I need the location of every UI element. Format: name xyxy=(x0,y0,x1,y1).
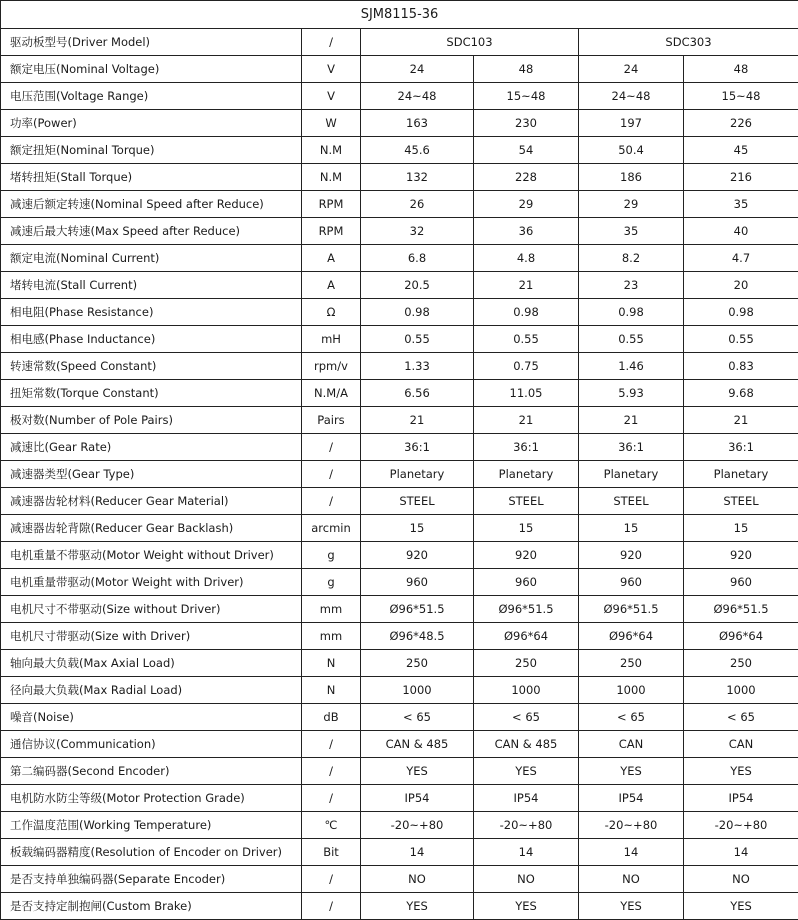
param-value: 0.55 xyxy=(361,326,474,353)
param-value: 14 xyxy=(684,839,798,866)
param-unit: N.M/A xyxy=(302,380,361,407)
param-value: YES xyxy=(579,893,684,920)
param-unit: V xyxy=(302,83,361,110)
param-value: 230 xyxy=(474,110,579,137)
param-value: 54 xyxy=(474,137,579,164)
param-value: 5.93 xyxy=(579,380,684,407)
param-unit: RPM xyxy=(302,191,361,218)
table-row xyxy=(1,839,798,866)
param-label: 噪音(Noise) xyxy=(1,704,302,731)
param-value: NO xyxy=(474,866,579,893)
param-value: 14 xyxy=(474,839,579,866)
param-value: 29 xyxy=(579,191,684,218)
param-label: 相电阻(Phase Resistance) xyxy=(1,299,302,326)
table-row xyxy=(1,542,798,569)
table-row xyxy=(1,245,798,272)
param-value: 4.8 xyxy=(474,245,579,272)
param-unit: A xyxy=(302,245,361,272)
table-row xyxy=(1,731,798,758)
param-value: 36:1 xyxy=(361,434,474,461)
param-value: 920 xyxy=(579,542,684,569)
param-value: 163 xyxy=(361,110,474,137)
param-value: Planetary xyxy=(579,461,684,488)
param-label: 相电感(Phase Inductance) xyxy=(1,326,302,353)
param-value: 1000 xyxy=(474,677,579,704)
param-value: 250 xyxy=(474,650,579,677)
table-row xyxy=(1,164,798,191)
param-value: 35 xyxy=(579,218,684,245)
param-value: 15 xyxy=(474,515,579,542)
param-value: NO xyxy=(579,866,684,893)
param-value: 15~48 xyxy=(474,83,579,110)
param-label: 是否支持单独编码器(Separate Encoder) xyxy=(1,866,302,893)
param-value: 35 xyxy=(684,191,798,218)
param-value: 32 xyxy=(361,218,474,245)
param-unit: mH xyxy=(302,326,361,353)
param-value: 0.55 xyxy=(474,326,579,353)
param-value: -20~+80 xyxy=(579,812,684,839)
param-value: 197 xyxy=(579,110,684,137)
param-value: 960 xyxy=(361,569,474,596)
table-row xyxy=(1,56,798,83)
param-label: 电机尺寸带驱动(Size with Driver) xyxy=(1,623,302,650)
param-value: 228 xyxy=(474,164,579,191)
param-value: < 65 xyxy=(361,704,474,731)
table-row xyxy=(1,785,798,812)
param-label: 额定扭矩(Nominal Torque) xyxy=(1,137,302,164)
param-value: 20 xyxy=(684,272,798,299)
param-value: 14 xyxy=(361,839,474,866)
param-value: 226 xyxy=(684,110,798,137)
param-value: 6.56 xyxy=(361,380,474,407)
param-value: CAN xyxy=(684,731,798,758)
param-value: 15 xyxy=(684,515,798,542)
param-label: 减速器类型(Gear Type) xyxy=(1,461,302,488)
table-row xyxy=(1,191,798,218)
table-row xyxy=(1,218,798,245)
table-row xyxy=(1,704,798,731)
param-value: 20.5 xyxy=(361,272,474,299)
param-value: 50.4 xyxy=(579,137,684,164)
param-value: 4.7 xyxy=(684,245,798,272)
param-value: Planetary xyxy=(684,461,798,488)
param-value: CAN & 485 xyxy=(474,731,579,758)
param-unit: ℃ xyxy=(302,812,361,839)
table-row xyxy=(1,83,798,110)
param-value: Ø96*51.5 xyxy=(579,596,684,623)
param-unit: / xyxy=(302,866,361,893)
param-value: 960 xyxy=(579,569,684,596)
table-row xyxy=(1,326,798,353)
param-label: 电机重量不带驱动(Motor Weight without Driver) xyxy=(1,542,302,569)
table-row xyxy=(1,353,798,380)
table-row xyxy=(1,677,798,704)
param-unit: g xyxy=(302,542,361,569)
param-value: -20~+80 xyxy=(361,812,474,839)
param-label: 堵转电流(Stall Current) xyxy=(1,272,302,299)
param-label: 减速器齿轮背隙(Reducer Gear Backlash) xyxy=(1,515,302,542)
param-value: < 65 xyxy=(579,704,684,731)
param-value: IP54 xyxy=(474,785,579,812)
param-label: 径向最大负载(Max Radial Load) xyxy=(1,677,302,704)
param-unit: / xyxy=(302,434,361,461)
param-value: < 65 xyxy=(474,704,579,731)
param-value: 132 xyxy=(361,164,474,191)
param-value: 24~48 xyxy=(361,83,474,110)
param-unit: N xyxy=(302,650,361,677)
param-value: Ø96*64 xyxy=(684,623,798,650)
param-value: NO xyxy=(361,866,474,893)
param-unit: / xyxy=(302,785,361,812)
param-value: 21 xyxy=(474,407,579,434)
model-sdc303: SDC303 xyxy=(579,29,798,56)
model-sdc103: SDC103 xyxy=(361,29,579,56)
param-value: 36:1 xyxy=(579,434,684,461)
param-value: Ø96*64 xyxy=(579,623,684,650)
param-value: 23 xyxy=(579,272,684,299)
param-value: 1000 xyxy=(361,677,474,704)
param-value: 6.8 xyxy=(361,245,474,272)
param-value: 1000 xyxy=(579,677,684,704)
param-value: 36:1 xyxy=(684,434,798,461)
param-value: 920 xyxy=(474,542,579,569)
param-label: 减速后额定转速(Nominal Speed after Reduce) xyxy=(1,191,302,218)
param-value: Ø96*51.5 xyxy=(684,596,798,623)
table-title: SJM8115-36 xyxy=(1,1,798,29)
param-value: 26 xyxy=(361,191,474,218)
param-value: 0.98 xyxy=(474,299,579,326)
param-value: 48 xyxy=(474,56,579,83)
param-value: 0.83 xyxy=(684,353,798,380)
table-row xyxy=(1,407,798,434)
param-label: 转速常数(Speed Constant) xyxy=(1,353,302,380)
table-row xyxy=(1,650,798,677)
table-row xyxy=(1,272,798,299)
param-value: Planetary xyxy=(361,461,474,488)
param-value: Ø96*48.5 xyxy=(361,623,474,650)
param-value: 21 xyxy=(474,272,579,299)
param-value: STEEL xyxy=(361,488,474,515)
param-value: CAN xyxy=(579,731,684,758)
param-value: 48 xyxy=(684,56,798,83)
param-label: 扭矩常数(Torque Constant) xyxy=(1,380,302,407)
param-value: 36 xyxy=(474,218,579,245)
param-value: 9.68 xyxy=(684,380,798,407)
param-label: 电机重量带驱动(Motor Weight with Driver) xyxy=(1,569,302,596)
table-row xyxy=(1,137,798,164)
param-label: 电机尺寸不带驱动(Size without Driver) xyxy=(1,596,302,623)
param-unit: dB xyxy=(302,704,361,731)
param-label: 轴向最大负载(Max Axial Load) xyxy=(1,650,302,677)
param-value: YES xyxy=(474,758,579,785)
spec-table-body xyxy=(1,1,798,920)
table-row xyxy=(1,812,798,839)
param-value: Ø96*51.5 xyxy=(361,596,474,623)
param-value: 24 xyxy=(361,56,474,83)
param-unit: RPM xyxy=(302,218,361,245)
param-value: 45 xyxy=(684,137,798,164)
param-value: YES xyxy=(684,893,798,920)
param-value: YES xyxy=(361,758,474,785)
param-label: 板载编码器精度(Resolution of Encoder on Driver) xyxy=(1,839,302,866)
param-value: 8.2 xyxy=(579,245,684,272)
param-label: 功率(Power) xyxy=(1,110,302,137)
param-value: YES xyxy=(579,758,684,785)
header-row xyxy=(1,29,798,56)
param-value: STEEL xyxy=(684,488,798,515)
param-unit: Bit xyxy=(302,839,361,866)
header-unit: / xyxy=(302,29,361,56)
param-label: 是否支持定制抱闸(Custom Brake) xyxy=(1,893,302,920)
param-value: 0.98 xyxy=(361,299,474,326)
param-label: 减速后最大转速(Max Speed after Reduce) xyxy=(1,218,302,245)
param-value: STEEL xyxy=(579,488,684,515)
param-value: Ø96*51.5 xyxy=(474,596,579,623)
param-value: 45.6 xyxy=(361,137,474,164)
table-row xyxy=(1,758,798,785)
param-value: 15 xyxy=(361,515,474,542)
param-unit: / xyxy=(302,488,361,515)
param-value: YES xyxy=(684,758,798,785)
header-label: 驱动板型号(Driver Model) xyxy=(1,29,302,56)
param-value: IP54 xyxy=(579,785,684,812)
param-value: 0.55 xyxy=(579,326,684,353)
table-row xyxy=(1,110,798,137)
param-label: 额定电压(Nominal Voltage) xyxy=(1,56,302,83)
param-unit: W xyxy=(302,110,361,137)
table-row xyxy=(1,596,798,623)
param-label: 电压范围(Voltage Range) xyxy=(1,83,302,110)
param-value: 250 xyxy=(579,650,684,677)
title-row xyxy=(1,1,798,29)
param-value: 960 xyxy=(474,569,579,596)
param-unit: N.M xyxy=(302,164,361,191)
param-value: 24 xyxy=(579,56,684,83)
param-label: 极对数(Number of Pole Pairs) xyxy=(1,407,302,434)
param-value: 15 xyxy=(579,515,684,542)
param-value: 21 xyxy=(579,407,684,434)
param-value: 1000 xyxy=(684,677,798,704)
param-value: < 65 xyxy=(684,704,798,731)
param-unit: / xyxy=(302,893,361,920)
param-unit: mm xyxy=(302,596,361,623)
param-label: 额定电流(Nominal Current) xyxy=(1,245,302,272)
param-label: 堵转扭矩(Stall Torque) xyxy=(1,164,302,191)
param-value: IP54 xyxy=(361,785,474,812)
param-unit: arcmin xyxy=(302,515,361,542)
param-value: 14 xyxy=(579,839,684,866)
param-value: Planetary xyxy=(474,461,579,488)
param-unit: V xyxy=(302,56,361,83)
table-row xyxy=(1,569,798,596)
param-label: 工作温度范围(Working Temperature) xyxy=(1,812,302,839)
param-value: 24~48 xyxy=(579,83,684,110)
param-value: CAN & 485 xyxy=(361,731,474,758)
param-value: YES xyxy=(474,893,579,920)
param-value: 920 xyxy=(361,542,474,569)
param-label: 电机防水防尘等级(Motor Protection Grade) xyxy=(1,785,302,812)
param-value: IP54 xyxy=(684,785,798,812)
param-unit: Ω xyxy=(302,299,361,326)
param-unit: g xyxy=(302,569,361,596)
param-value: YES xyxy=(361,893,474,920)
param-value: 0.98 xyxy=(684,299,798,326)
table-row xyxy=(1,299,798,326)
param-unit: / xyxy=(302,731,361,758)
param-value: 0.55 xyxy=(684,326,798,353)
param-label: 第二编码器(Second Encoder) xyxy=(1,758,302,785)
param-value: 29 xyxy=(474,191,579,218)
param-value: 920 xyxy=(684,542,798,569)
table-row xyxy=(1,893,798,920)
param-label: 减速器齿轮材料(Reducer Gear Material) xyxy=(1,488,302,515)
param-unit: / xyxy=(302,461,361,488)
param-value: 1.33 xyxy=(361,353,474,380)
table-row xyxy=(1,488,798,515)
param-value: -20~+80 xyxy=(474,812,579,839)
param-value: Ø96*64 xyxy=(474,623,579,650)
param-unit: Pairs xyxy=(302,407,361,434)
param-value: 21 xyxy=(684,407,798,434)
param-value: 250 xyxy=(684,650,798,677)
param-value: 21 xyxy=(361,407,474,434)
param-unit: mm xyxy=(302,623,361,650)
table-row xyxy=(1,623,798,650)
table-row xyxy=(1,461,798,488)
param-unit: / xyxy=(302,758,361,785)
param-value: 960 xyxy=(684,569,798,596)
param-label: 减速比(Gear Rate) xyxy=(1,434,302,461)
table-row xyxy=(1,434,798,461)
param-value: 0.75 xyxy=(474,353,579,380)
param-unit: A xyxy=(302,272,361,299)
param-value: NO xyxy=(684,866,798,893)
param-value: 1.46 xyxy=(579,353,684,380)
param-value: 11.05 xyxy=(474,380,579,407)
param-unit: N xyxy=(302,677,361,704)
table-row xyxy=(1,380,798,407)
param-value: 40 xyxy=(684,218,798,245)
param-value: -20~+80 xyxy=(684,812,798,839)
param-unit: N.M xyxy=(302,137,361,164)
param-value: 0.98 xyxy=(579,299,684,326)
table-row xyxy=(1,515,798,542)
param-value: 216 xyxy=(684,164,798,191)
param-value: STEEL xyxy=(474,488,579,515)
table-row xyxy=(1,866,798,893)
param-unit: rpm/v xyxy=(302,353,361,380)
param-value: 250 xyxy=(361,650,474,677)
param-label: 通信协议(Communication) xyxy=(1,731,302,758)
param-value: 15~48 xyxy=(684,83,798,110)
param-value: 186 xyxy=(579,164,684,191)
param-value: 36:1 xyxy=(474,434,579,461)
